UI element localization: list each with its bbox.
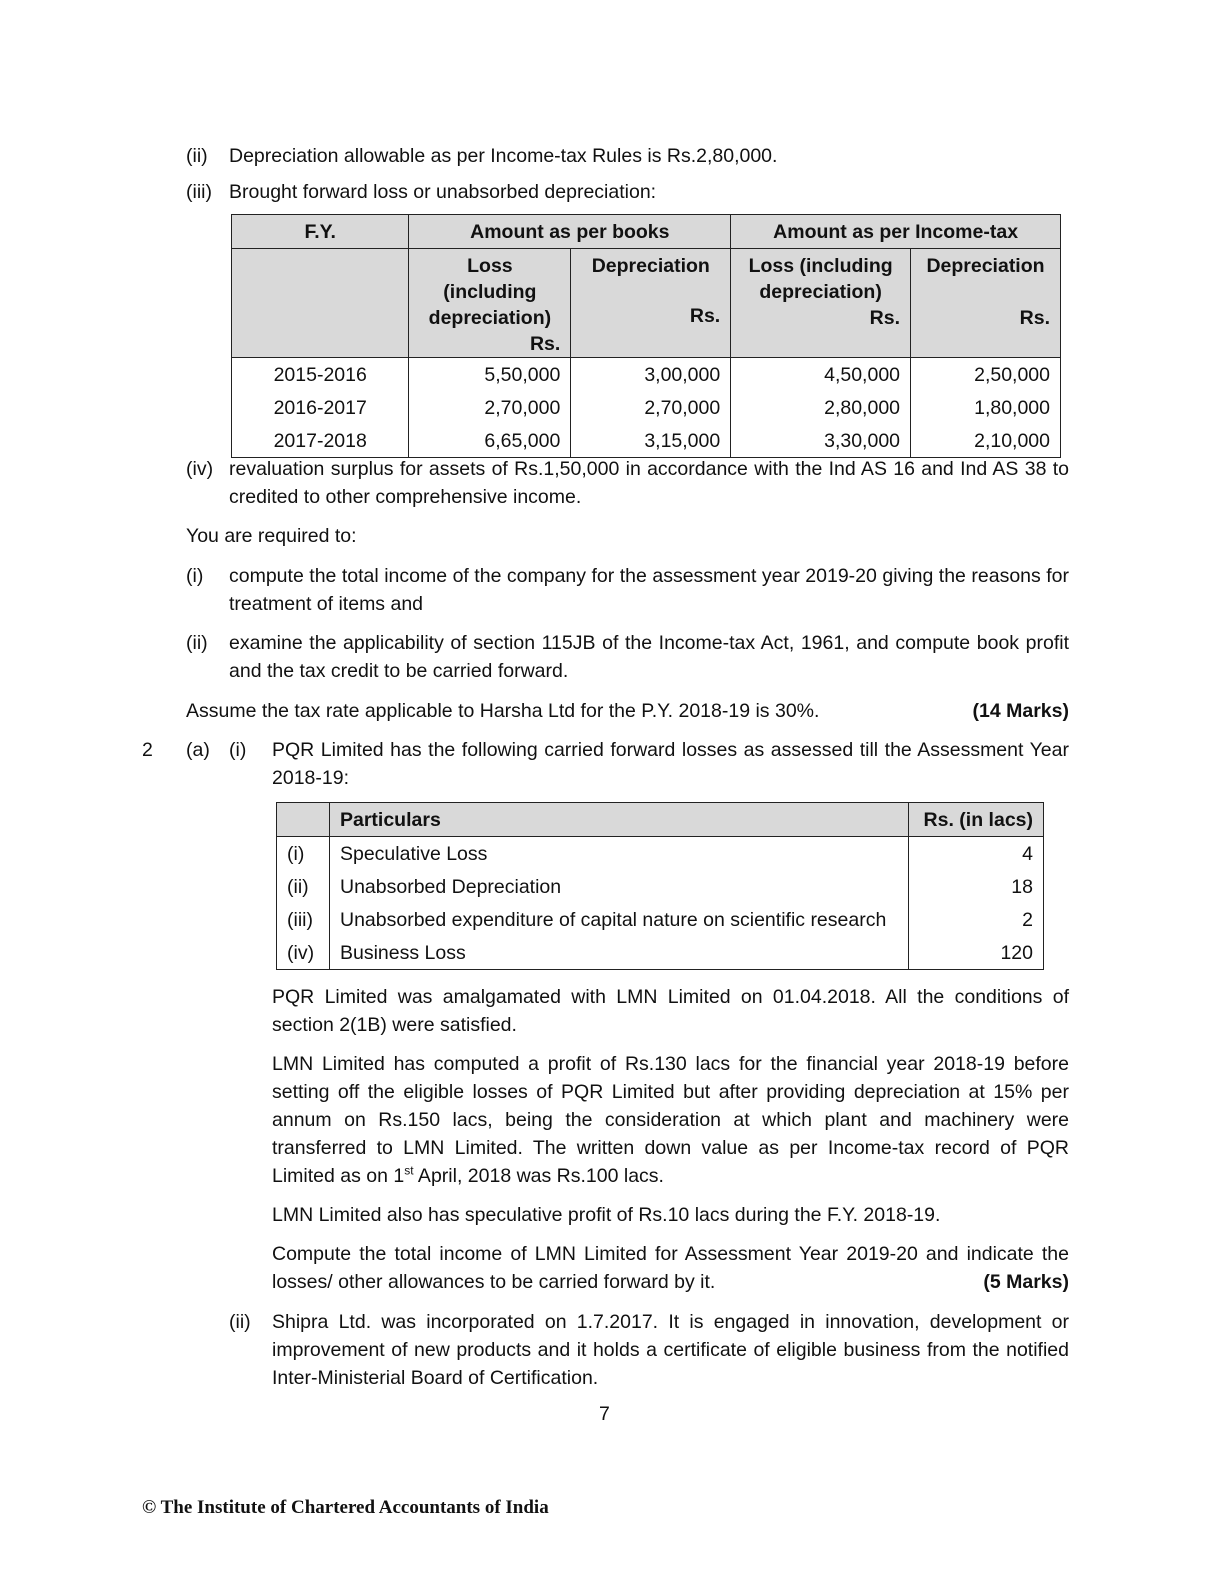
header-fy: F.Y. [232, 215, 409, 249]
tax-dep-cell: 2,10,000 [911, 424, 1061, 458]
q2-para-profit [272, 1050, 1069, 1190]
tax-dep-cell: 2,50,000 [911, 358, 1061, 392]
q2-para-speculative: LMN Limited also has speculative profit of Rs.10 lacs during the F.Y. 2018-19. [272, 1204, 941, 1226]
books-loss-cell: 5,50,000 [409, 358, 571, 392]
loss-depreciation-table [231, 214, 1061, 458]
assume-text: Assume the tax rate applicable to Harsha Ltd for the P.Y. 2018-19 is 30%. [186, 700, 820, 722]
item-iv-text: revaluation surplus for assets of Rs.1,50,000 in accordance with the Ind AS 16 and Ind AS 38 to credited to other comprehensive income. [229, 458, 1069, 508]
header-books-loss-cell [409, 249, 571, 358]
footer-copyright: © The Institute of Chartered Accountants of India [142, 1497, 549, 1518]
header-blank [277, 803, 330, 837]
books-dep-cell: 2,70,000 [571, 391, 731, 424]
header-tax-loss-rs: Rs. [869, 307, 901, 329]
header-amount: Rs. (in lacs) [909, 803, 1044, 837]
row-label: Business Loss [329, 936, 908, 970]
books-loss-cell: 6,65,000 [409, 424, 571, 458]
table-row [232, 358, 1061, 392]
header-income-tax: Amount as per Income-tax [731, 215, 1061, 249]
item-ii-number: (ii) [186, 145, 208, 167]
item-ii-text: Depreciation allowable as per Income-tax Rules is Rs.2,80,000. [229, 145, 778, 167]
q2-para-shipra: Shipra Ltd. was incorporated on 1.7.2017. It is engaged in innovation, development or improvement of new products and it holds a certificate of eligible business from the notified Inter-Ministerial Board of Certification. [272, 1311, 1069, 1389]
row-value: 2 [909, 903, 1044, 936]
row-label: Unabsorbed expenditure of capital nature on scientific research [329, 903, 908, 936]
q2-number: 2 [142, 739, 153, 761]
header-tax-dep-rs: Rs. [1019, 307, 1050, 329]
header-books-loss: Loss (including depreciation) [428, 255, 552, 329]
req-ii-number: (ii) [186, 632, 208, 654]
table-row [277, 936, 1044, 970]
q2-para-profit-a: LMN Limited has computed a profit of Rs.130 lacs for the financial year 2018-19 before setting off the eligible losses of PQR Limited but after providing depreciation at 15% per annum on Rs.150 lacs, being the consideration at which plant and machinery were transferred to LMN Limited. The written down value as per Income-tax record of PQR Limited as on 1 [272, 1053, 1069, 1187]
row-number: (ii) [277, 870, 330, 903]
tax-loss-cell: 2,80,000 [731, 391, 911, 424]
q2-sub-i: (i) [229, 739, 247, 761]
row-label: Unabsorbed Depreciation [329, 870, 908, 903]
table-row [277, 837, 1044, 871]
header-tax-loss-cell [731, 249, 911, 358]
books-loss-cell: 2,70,000 [409, 391, 571, 424]
row-value: 120 [909, 936, 1044, 970]
row-value: 4 [909, 837, 1044, 871]
tax-loss-cell: 3,30,000 [731, 424, 911, 458]
required-heading: You are required to: [186, 525, 357, 547]
req-i-number: (i) [186, 565, 204, 587]
row-number: (iii) [277, 903, 330, 936]
header-books-dep-cell [571, 249, 731, 358]
item-iii-text: Brought forward loss or unabsorbed depreciation: [229, 181, 657, 203]
q2-para-compute: Compute the total income of LMN Limited for Assessment Year 2019-20 and indicate the losses/ other allowances to be carried forward by it. [272, 1243, 1069, 1293]
fy-cell: 2015-2016 [232, 358, 409, 392]
table-row [232, 391, 1061, 424]
fy-cell: 2016-2017 [232, 391, 409, 424]
header-books-loss-rs: Rs. [529, 333, 561, 355]
table-row [277, 903, 1044, 936]
header-tax-loss: Loss (including depreciation) [748, 255, 893, 303]
books-dep-cell: 3,00,000 [571, 358, 731, 392]
books-dep-cell: 3,15,000 [571, 424, 731, 458]
header-particulars: Particulars [329, 803, 908, 837]
tax-loss-cell: 4,50,000 [731, 358, 911, 392]
req-i-text: compute the total income of the company for the assessment year 2019-20 giving the reasons for treatment of items and [229, 565, 1069, 615]
q2-sub-ii: (ii) [229, 1311, 251, 1333]
page-number: 7 [599, 1403, 610, 1425]
row-label: Speculative Loss [329, 837, 908, 871]
header-tax-dep-cell [911, 249, 1061, 358]
header-tax-dep: Depreciation [926, 255, 1045, 277]
carried-forward-losses-table [276, 802, 1044, 970]
q2-para-profit-b: April, 2018 was Rs.100 lacs. [413, 1165, 664, 1187]
row-value: 18 [909, 870, 1044, 903]
row-number: (i) [277, 837, 330, 871]
table-row [232, 424, 1061, 458]
item-iv-number: (iv) [186, 458, 214, 480]
row-number: (iv) [277, 936, 330, 970]
table-row [277, 870, 1044, 903]
q2-marks: (5 Marks) [983, 1271, 1069, 1293]
q1-marks: (14 Marks) [972, 700, 1069, 722]
header-books: Amount as per books [409, 215, 731, 249]
header-books-dep: Depreciation [591, 255, 710, 277]
q2-para-profit-sup: st [404, 1163, 414, 1178]
item-iii-number: (iii) [186, 181, 212, 203]
req-ii-text: examine the applicability of section 115JB of the Income-tax Act, 1961, and compute book profit and the tax credit to be carried forward. [229, 632, 1069, 682]
fy-cell: 2017-2018 [232, 424, 409, 458]
q2-part: (a) [186, 739, 210, 761]
q2-para-amalgamation: PQR Limited was amalgamated with LMN Limited on 01.04.2018. All the conditions of section 2(1B) were satisfied. [272, 986, 1069, 1036]
header-books-dep-rs: Rs. [689, 305, 721, 327]
tax-dep-cell: 1,80,000 [911, 391, 1061, 424]
q2-intro: PQR Limited has the following carried forward losses as assessed till the Assessment Year 2018-19: [272, 739, 1069, 789]
